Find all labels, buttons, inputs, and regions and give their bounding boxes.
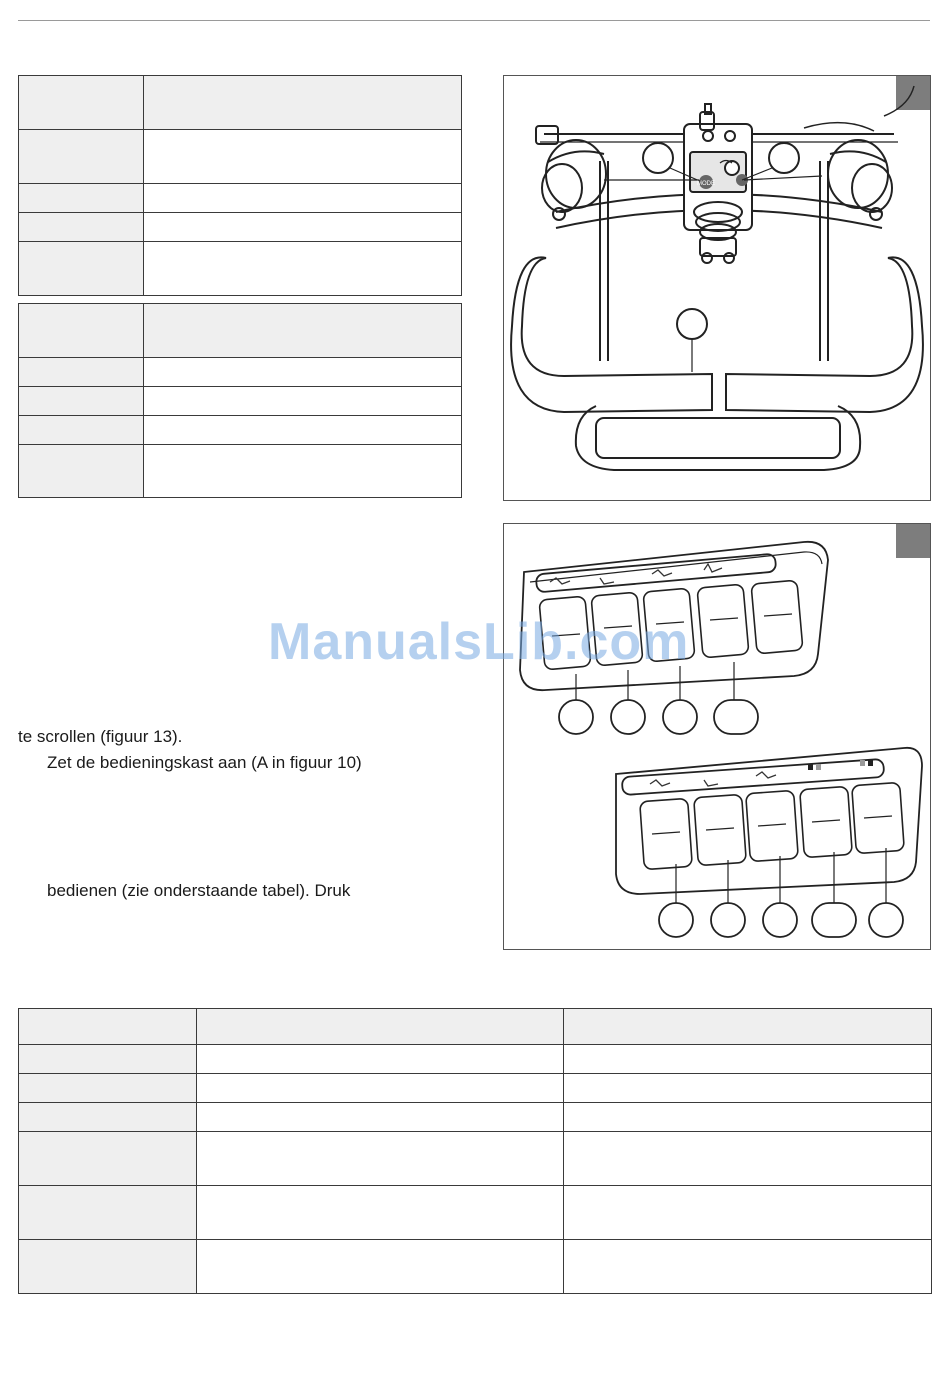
figure-handlebar [503,75,931,501]
table-row [19,416,462,445]
function-table [18,1008,932,1294]
mode-label: MODE [697,181,715,187]
table-row [19,358,462,387]
control-panels-illustration [504,524,930,949]
table-row [19,304,462,358]
table-row [19,1074,932,1103]
table-row [19,1045,932,1074]
table-row [19,184,462,213]
spec-table-b [18,303,462,498]
spec-table-a [18,75,462,296]
table-row [19,76,462,130]
table-row [19,387,462,416]
table-row [19,242,462,296]
handlebar-illustration [504,76,930,500]
table-row [19,1103,932,1132]
top-rule [18,20,930,21]
table-row [19,1009,932,1045]
table-row [19,445,462,498]
table-row [19,1132,932,1186]
table-row [19,1240,932,1294]
table-row [19,1186,932,1240]
table-row [19,213,462,242]
paragraph-line: te scrollen (figuur 13). [18,727,183,746]
paragraph-line: Zet de bedieningskast aan (A in figuur 10) [47,753,362,772]
paragraph-line: bedienen (zie onderstaande tabel). Druk [47,881,351,900]
figure-control-panels [503,523,931,950]
table-row [19,130,462,184]
watermark: ManualsLib.com [268,613,690,671]
